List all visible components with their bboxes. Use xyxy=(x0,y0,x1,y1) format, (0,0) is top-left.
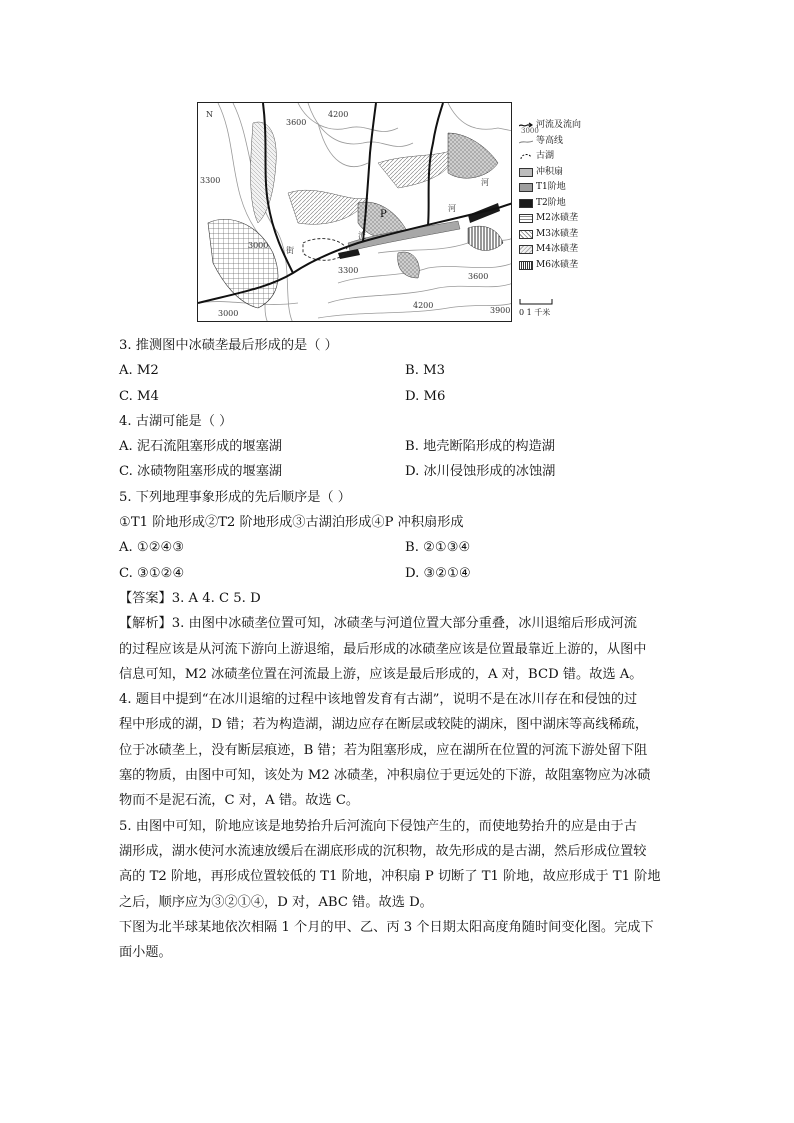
legend-river: 河流及流向 xyxy=(519,118,599,134)
contour-label-3600-b: 3600 xyxy=(468,272,489,281)
contour-label-3300: 3300 xyxy=(200,176,221,185)
legend-t1: T1阶地 xyxy=(519,180,599,196)
q5-option-a: A. ①②④③ xyxy=(119,540,185,556)
analysis-line-6: 位于冰碛垄上，没有断层痕迹，B 错；若为阻塞形成，应在湖所在位置的河流下游处留下阻 xyxy=(119,742,648,758)
contour-label-4200-b: 4200 xyxy=(413,301,434,310)
q3-option-c: C. M4 xyxy=(119,388,159,404)
q3-option-d: D. M6 xyxy=(405,388,446,404)
q4-option-a: A. 泥石流阻塞形成的堰塞湖 xyxy=(119,439,282,455)
analysis-line-10: 湖形成，湖水使河水流速放缓后在湖底形成的沉积物，故先形成的是古湖，然后形成位置较 xyxy=(119,843,647,859)
scale-bar: 0 1 千米 xyxy=(519,298,553,318)
q5-option-d: D. ③②①④ xyxy=(405,565,471,581)
m4-moraine xyxy=(251,122,277,223)
t2-terrace-2 xyxy=(338,249,360,259)
analysis-line-11: 高的 T2 阶地，再形成位置较低的 T1 阶地，冲积扇 P 切断了 T1 阶地，故应形成于 T1 阶地 xyxy=(119,869,661,885)
legend-contour-value: 3000 xyxy=(521,127,539,135)
legend-m3: M3冰碛垄 xyxy=(519,227,599,243)
legend-t2: T2阶地 xyxy=(519,196,599,212)
legend-fan: 冲积扇 xyxy=(519,165,599,181)
m4-swatch xyxy=(519,245,533,254)
analysis-line-3: 信息可知，M2 冰碛垄位置在河流最上游，应该是最后形成的，A 对，BCD 错。故选 A。 xyxy=(119,666,643,682)
q4-stem: 4. 古湖可能是（ ） xyxy=(119,413,233,429)
contour-label-3000-b: 3000 xyxy=(218,309,239,318)
legend-lake: 古湖 xyxy=(519,149,599,165)
map-legend xyxy=(519,118,599,273)
q3-option-a: A. M2 xyxy=(119,363,159,379)
analysis-line-1: 【解析】3. 由图中冰碛垄位置可知，冰碛垄与河道位置大部分重叠，冰川退缩后形成河流 xyxy=(119,616,637,632)
map-svg xyxy=(198,103,512,322)
q5-option-c: C. ③①②④ xyxy=(119,565,185,581)
legend-m2: M2冰碛垄 xyxy=(519,211,599,227)
q3-options-row2 xyxy=(119,384,679,409)
m2-swatch xyxy=(519,214,533,223)
contour-label-3900: 3900 xyxy=(490,306,511,315)
fan-swatch xyxy=(519,168,533,177)
m6-swatch xyxy=(519,261,533,270)
glacier-map xyxy=(197,102,512,322)
q4-options-row1 xyxy=(119,434,679,459)
m3-moraine-2 xyxy=(378,148,458,188)
analysis-line-2: 的过程应该是从河流下游向上游退缩，最后形成的冰碛垄应该是位置最靠近上游的，从图中 xyxy=(119,641,647,657)
analysis-line-4: 4. 题目中提到“在冰川退缩的过程中该地曾发育有古湖”，说明不是在冰川存在和侵蚀的过 xyxy=(119,692,638,708)
q4-options-row2 xyxy=(119,459,679,484)
legend-contour: 等高线 xyxy=(519,134,599,150)
t2-swatch xyxy=(519,199,533,208)
q5-items: ①T1 阶地形成②T2 阶地形成③古湖泊形成④P 冲积扇形成 xyxy=(119,515,464,531)
fan-p-label: P xyxy=(380,209,387,220)
m6-moraine xyxy=(468,226,503,250)
q4-option-b: B. 地壳断陷形成的构造湖 xyxy=(405,439,555,455)
alluvial-fan xyxy=(448,133,498,178)
analysis-line-9: 5. 由图中可知，阶地应该是地势抬升后河流向下侵蚀产生的，而使地势抬升的应是由于古 xyxy=(119,818,637,834)
river-char-jie: 街 xyxy=(286,246,294,255)
q5-option-b: B. ②①③④ xyxy=(405,540,471,556)
contour-label-3000: 3000 xyxy=(248,241,269,250)
analysis-line-8: 物而不是泥石流，C 对，A 错。故选 C。 xyxy=(119,793,360,809)
contour-label-3300-b: 3300 xyxy=(338,266,359,275)
q5-options-row1 xyxy=(119,535,679,560)
lake-icon xyxy=(519,152,533,161)
m3-swatch xyxy=(519,230,533,239)
contour-label-4200: 4200 xyxy=(328,110,349,119)
contour-icon xyxy=(519,137,533,146)
river-char-liu: 流 xyxy=(358,231,366,240)
q4-option-c: C. 冰碛物阻塞形成的堰塞湖 xyxy=(119,464,283,480)
q3-options-row1 xyxy=(119,358,679,383)
m2-moraine xyxy=(208,219,278,308)
q5-options-row2 xyxy=(119,561,679,586)
m3-moraine xyxy=(288,190,368,224)
figure-map xyxy=(197,102,597,324)
next-intro-line-1: 下图为北半球某地依次相隔 1 个月的甲、乙、丙 3 个日期太阳高度角随时间变化图。完成下 xyxy=(119,919,654,935)
t1-swatch xyxy=(519,183,533,192)
contour-label-3600: 3600 xyxy=(286,118,307,127)
alluvial-fan-2 xyxy=(398,252,420,278)
scale-bar-icon xyxy=(519,299,553,305)
t2-terrace xyxy=(468,203,500,223)
analysis-line-5: 程中形成的湖，D 错；若为构造湖，湖边应存在断层或较陡的湖床，图中湖床等高线稀疏， xyxy=(119,717,649,733)
q3-option-b: B. M3 xyxy=(405,363,445,379)
river-char-1: 河 xyxy=(448,204,456,213)
legend-m4: M4冰碛垄 xyxy=(519,242,599,258)
analysis-line-7: 塞的物质，由图中可知，该处为 M2 冰碛垄，冲积扇位于更远处的下游，故阻塞物应为冰碛 xyxy=(119,768,651,784)
question-block xyxy=(119,333,679,965)
q3-stem: 3. 推测图中冰碛垄最后形成的是（ ） xyxy=(119,338,338,353)
north-label: N xyxy=(206,110,213,119)
legend-m6: M6冰碛垄 xyxy=(519,258,599,274)
q4-option-d: D. 冰川侵蚀形成的冰蚀湖 xyxy=(405,464,556,480)
river-char-2: 河 xyxy=(481,178,489,187)
next-intro-line-2: 面小题。 xyxy=(119,945,172,961)
q5-stem: 5. 下列地理事象形成的先后顺序是（ ） xyxy=(119,489,351,505)
analysis-line-12: 之后，顺序应为③②①④，D 对，ABC 错。故选 D。 xyxy=(119,894,433,910)
answer-line: 【答案】3. A 4. C 5. D xyxy=(119,590,261,606)
